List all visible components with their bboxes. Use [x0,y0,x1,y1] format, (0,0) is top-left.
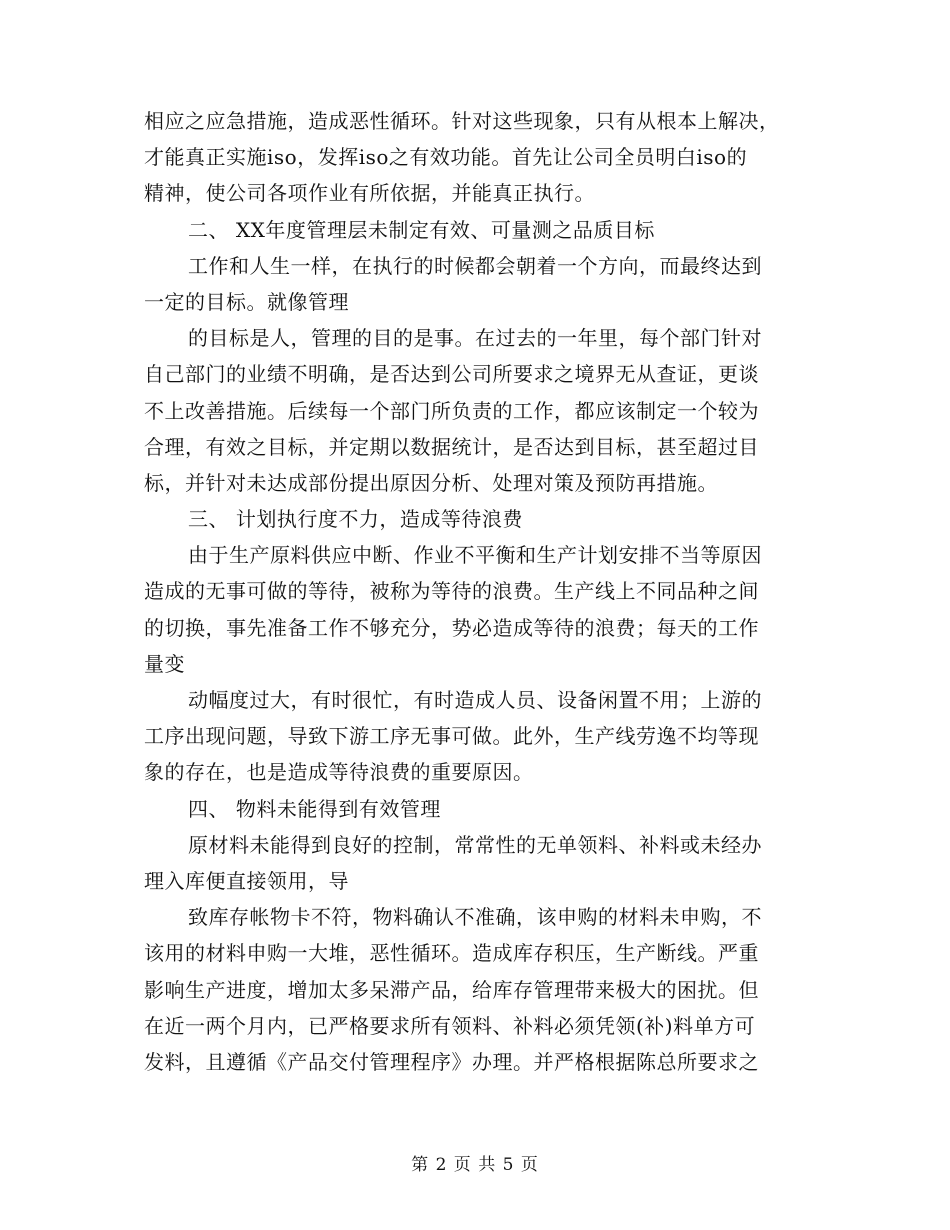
text-line: 在近一两个月内，已严格要求所有领料、补料必须凭领(补)料单方可 [144,1013,756,1038]
text-line: 该用的材料申购一大堆，恶性循环。造成库存积压，生产断线。严重 [144,941,759,966]
text-line: 致库存帐物卡不符，物料确认不准确，该申购的材料未申购，不 [188,905,762,930]
document-body [144,103,804,1080]
text-line: 精神，使公司各项作业有所依据，并能真正执行。 [144,181,595,206]
text-line: 动幅度过大，有时很忙，有时造成人员、设备闲置不用；上游的 [188,688,762,712]
text-line: 相应之应急措施，造成恶性循环。针对这些现象，只有从根本上解决， [144,109,780,133]
text-line: 原材料未能得到良好的控制，常常性的无单领料、补料或未经办 [188,832,762,857]
text-line: 象的存在，也是造成等待浪费的重要原因。 [144,760,534,785]
text-line: 理入库便直接领用，导 [144,868,349,893]
text-line: 标，并针对未达成部份提出原因分析、处理对策及预防再措施。 [144,470,718,495]
text-line: 的目标是人，管理的目的是事。在过去的一年里，每个部门针对 [188,326,762,351]
section-heading: 二、 XX年度管理层未制定有效、可量测之品质目标 [188,217,655,242]
text-line: 造成的无事可做的等待，被称为等待的浪费。生产线上不同品种之间 [144,579,759,604]
text-line: 合理，有效之目标，并定期以数据统计，是否达到目标，甚至超过目 [144,434,759,459]
section-heading: 三、 计划执行度不力，造成等待浪费 [188,507,523,532]
page-footer: 第 2 页 共 5 页 [411,1155,539,1175]
text-line: 工作和人生一样，在执行的时候都会朝着一个方向，而最终达到 [188,253,762,278]
text-line: 不上改善措施。后续每一个部门所负责的工作，都应该制定一个较为 [144,398,759,423]
text-line: 的切换，事先准备工作不够充分，势必造成等待的浪费；每天的工作 [144,615,759,640]
text-line: 工序出现问题，导致下游工序无事可做。此外，生产线劳逸不均等现 [144,724,759,749]
text-line: 由于生产原料供应中断、作业不平衡和生产计划安排不当等原因 [188,543,762,568]
text-line: 才能真正实施iso，发挥iso之有效功能。首先让公司全员明白iso的 [144,145,748,170]
text-line: 量变 [144,651,185,676]
text-line: 一定的目标。就像管理 [144,289,349,314]
text-line: 自己部门的业绩不明确，是否达到公司所要求之境界无从查证，更谈 [144,362,759,387]
text-line: 发料，且遵循《产品交付管理程序》办理。并严格根据陈总所要求之 [144,1049,759,1074]
text-line: 影响生产进度，增加太多呆滞产品，给库存管理带来极大的困扰。但 [144,977,759,1002]
section-heading: 四、 物料未能得到有效管理 [188,796,441,821]
